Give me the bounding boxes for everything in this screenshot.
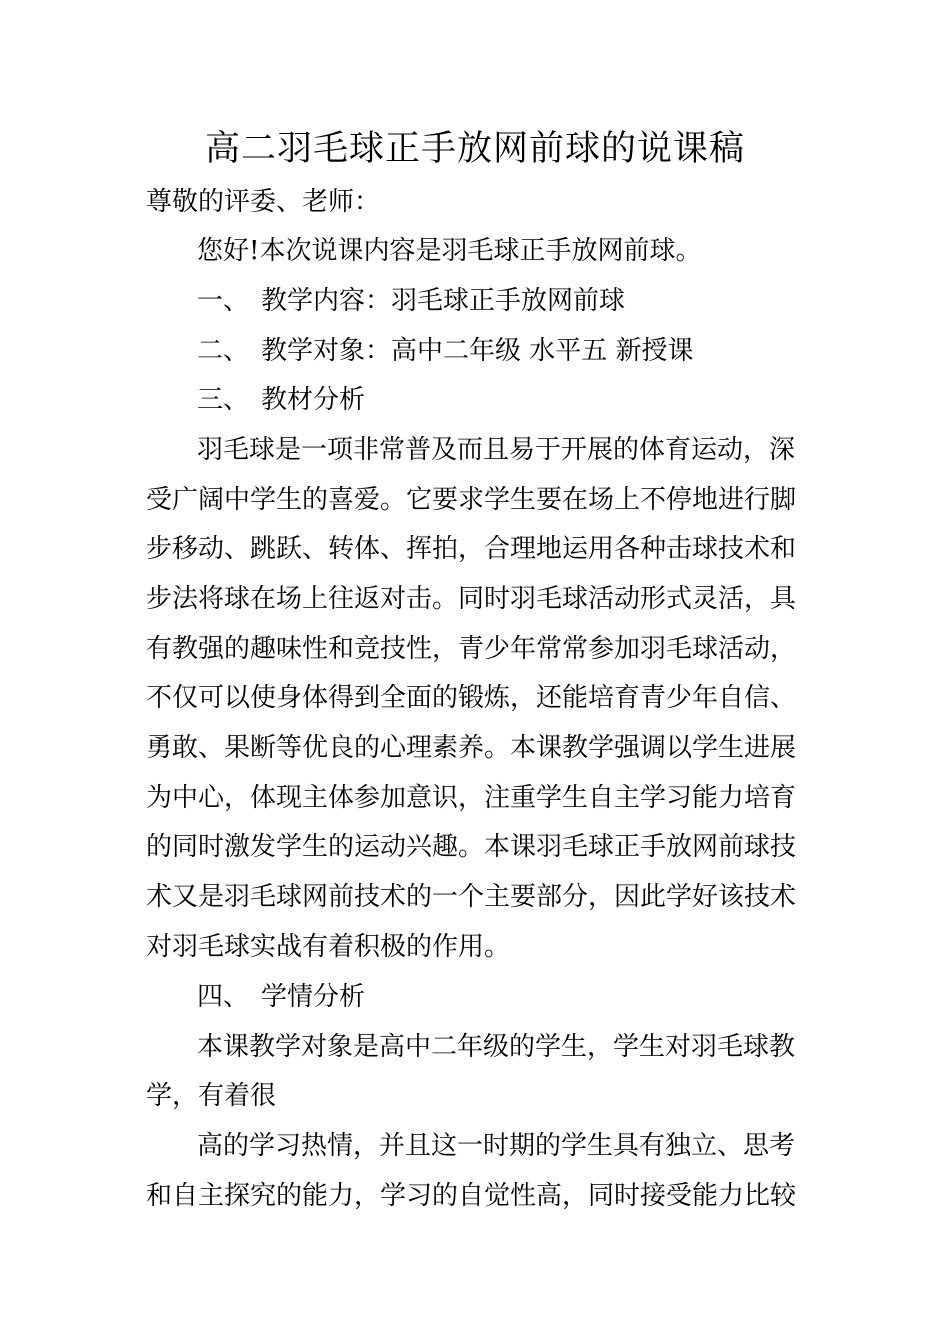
section-1 bbox=[197, 283, 877, 319]
section-number: 一、 bbox=[197, 286, 250, 316]
material-line: 受广阔中学生的喜爱。它要求学生要在场上不停地进行脚 bbox=[146, 485, 797, 515]
document-title: 高二羽毛球正手放网前球的说课稿 bbox=[204, 129, 745, 169]
material-line: 的同时激发学生的运动兴趣。本课羽毛球正手放网前球技 bbox=[146, 832, 797, 862]
material-line: 不仅可以使身体得到全面的锻炼，还能培育青少年自信、 bbox=[146, 683, 797, 713]
section-text: 学情分析 bbox=[261, 982, 366, 1012]
section-text: 教材分析 bbox=[261, 385, 366, 415]
material-line: 羽毛球是一项非常普及而且易于开展的体育运动，深 bbox=[197, 435, 796, 465]
material-line: 有教强的趣味性和竞技性，青少年常常参加羽毛球活动， bbox=[146, 634, 797, 664]
student-line: 高的学习热情，并且这一时期的学生具有独立、思考 bbox=[197, 1131, 796, 1161]
material-line: 对羽毛球实战有着积极的作用。 bbox=[146, 932, 511, 962]
student-line: 和自主探究的能力，学习的自觉性高，同时接受能力比较 bbox=[146, 1181, 797, 1211]
material-line: 为中心，体现主体参加意识，注重学生自主学习能力培育 bbox=[146, 783, 797, 813]
material-line: 勇敢、果断等优良的心理素养。本课教学强调以学生进展 bbox=[146, 733, 797, 763]
section-text: 教学对象：高中二年级 水平五 新授课 bbox=[261, 336, 694, 366]
student-line: 学，有着很 bbox=[146, 1081, 277, 1111]
section-2 bbox=[197, 333, 877, 369]
salutation: 尊敬的评委、老师： bbox=[146, 187, 381, 217]
material-line: 步移动、跳跃、转体、挥拍，合理地运用各种击球技术和 bbox=[146, 534, 797, 564]
material-line: 步法将球在场上往返对击。同时羽毛球活动形式灵活，具 bbox=[146, 584, 797, 614]
student-line: 本课教学对象是高中二年级的学生，学生对羽毛球教 bbox=[197, 1032, 796, 1062]
section-text: 教学内容：羽毛球正手放网前球 bbox=[261, 286, 626, 316]
section-4 bbox=[197, 979, 877, 1015]
section-number: 四、 bbox=[197, 982, 250, 1012]
section-number: 三、 bbox=[197, 385, 250, 415]
section-3 bbox=[197, 382, 877, 418]
section-number: 二、 bbox=[197, 336, 250, 366]
material-line: 术又是羽毛球网前技术的一个主要部分，因此学好该技术 bbox=[146, 882, 797, 912]
greeting: 您好!本次说课内容是羽毛球正手放网前球。 bbox=[197, 236, 702, 266]
